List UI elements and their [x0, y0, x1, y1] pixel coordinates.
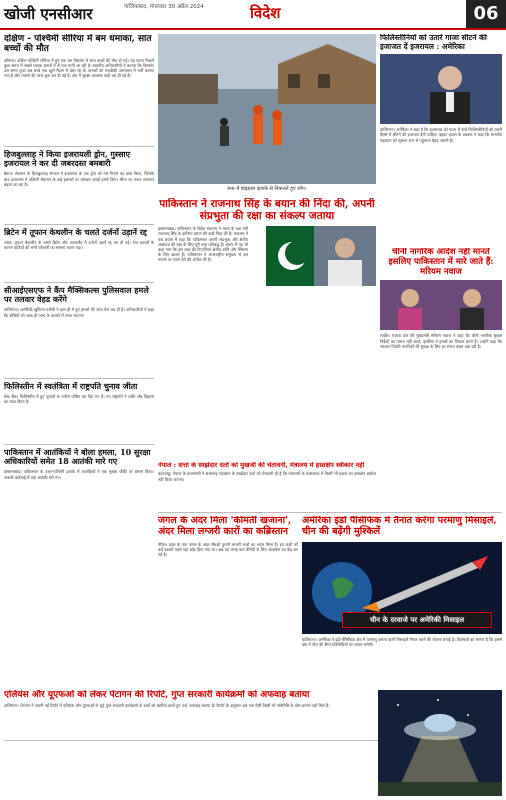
story-body: इस्लामाबाद। पाकिस्तान के उत्तर-पश्चिमी इलाके में आतंकियों ने एक सुरक्षा चौकी पर हमला किया। जवाबी कार्रवाई में कई आतंकी मारे गए। [4, 469, 154, 480]
divider [4, 282, 154, 283]
headline: फिलिस्तीन में स्वतंत्रिता में राष्ट्रपति चुनाव जीता [4, 382, 138, 391]
story-cia [4, 286, 154, 376]
story-biden [380, 34, 502, 244]
newspaper-brand: खोजी एनसीआर [4, 5, 93, 23]
story-body: दमिश्क। दक्षिण-पश्चिमी सीरिया में हुए एक बम विस्फोट में सात बच्चों की मौत हो गई। यह घटना पिछले कुछ समय में सबसे घातक हमलों में से एक मानी जा रही है। स्थानीय अधिकारियों ने बताया कि विस्फोट उस समय हुआ जब बच्चे एक खुले मैदान में खेल रहे थे। घायलों को नजदीकी अस्पताल में भर्ती कराया गया है और मामले की जांच शुरू कर दी गई है। क्षेत्र में सुरक्षा व्यवस्था कड़ी कर दी गई है। [4, 57, 154, 79]
story-us-missile [302, 516, 502, 676]
divider [4, 378, 154, 379]
alien-photo [378, 690, 502, 796]
divider [4, 444, 154, 445]
headline: नेपाल : सत्ता के साझेदार दलों को मुखर्जी की चेतावनी, मंत्रालय में हस्तक्षेप स्वीकार नहीं [158, 462, 365, 469]
dateline: गाजियाबाद, मंगलवार 30 अप्रैल 2024 [124, 4, 204, 10]
headline: पाकिस्तान ने राजनाथ सिंह के बयान की निंदा की, अपनी संप्रभुता की रक्षा का संकल्प जताया [159, 198, 375, 223]
missile-banner-text: चीन के दरवाजे पर अमेरिकी मिसाइल [369, 614, 465, 624]
story-china [380, 248, 502, 508]
story-body: बेरूत। लेबनान के हिजबुल्लाह संगठन ने इजरायल के एक ड्रोन को मार गिराने का दावा किया, जिसके बाद इजरायल ने दक्षिणी लेबनान के कई इलाकों पर जोरदार हवाई हमले किए। सीमा पर तनाव लगातार बढ़ता जा रहा है। [4, 171, 154, 187]
story-body: वाशिंगटन। पेंटागन ने अपनी नई रिपोर्ट में एलियंस और यूएफओ से जुड़े गुप्त सरकारी कार्यक्रमों के दावों को खारिज करते हुए उन्हें अफवाह बताया है। रिपोर्ट के अनुसार अब तक ऐसी किसी भी गतिविधि के ठोस प्रमाण नहीं मिले हैं। [4, 703, 330, 709]
story-body: काठमांडू। नेपाल के प्रधानमंत्री ने सत्तारूढ़ गठबंधन के साझेदार दलों को चेतावनी दी है कि मंत्रालयों के कामकाज में किसी भी प्रकार का हस्तक्षेप बर्दाश्त नहीं किया जाएगा। [158, 471, 376, 482]
flag-image [252, 226, 376, 286]
story-palestine [4, 382, 154, 442]
divider [4, 146, 154, 147]
story-aliens [4, 690, 374, 796]
story-body: पेरिस। फ्रांस के एक जंगल के अंदर सैकड़ों पुरानी लग्जरी कारों का भंडार मिला है। इन कारों को कई दशकों पहले यहां छोड़ दिया गया था। अब यह जगह कार प्रेमियों के लिए आकर्षण का केंद्र बन गई है। [158, 541, 298, 558]
person-image [380, 54, 502, 124]
flood-scene-image [158, 34, 376, 184]
story-britain [4, 228, 154, 280]
section-title: विदेश [250, 4, 281, 22]
mariyam-photo [380, 280, 502, 330]
story-pakistan-attack [4, 448, 154, 528]
story-body: वाशिंगटन। अमेरिका ने कहा है कि इजरायल को गाजा में फंसे फिलिस्तीनियों को उत्तरी हिस्से में लौटने की इजाजत देनी चाहिए। व्हाइट हाउस के प्रवक्ता ने कहा कि मानवीय सहायता को सुचारू रूप से पहुंचाना बेहद जरूरी है। [380, 127, 502, 143]
story-body: लंदन। तूफान केथलीन के चलते ब्रिटेन और आयरलैंड में दर्जनों उड़ानें रद्द कर दी गईं। तेज हवाओं के कारण यात्रियों को भारी परेशानी का सामना करना पड़ा। [4, 240, 154, 251]
pakistan-flag-photo [252, 226, 376, 286]
story-korea [4, 34, 154, 144]
story-body: वाशिंगटन। अमेरिका ने इंडो-पैसिफिक क्षेत्र में परमाणु क्षमता वाली मिसाइलें तैनात करने की योजना बनाई है। विशेषज्ञों का मानना है कि इससे क्षेत्र में चीन की सैन्य गतिविधियों पर लगाम लगेगी। [302, 636, 502, 648]
ufo-image [378, 690, 502, 796]
story-body: लाहौर। पंजाब प्रांत की मुख्यमंत्री मरियम नवाज ने कहा कि चीनी नागरिक सुरक्षा निर्देशों का पालन नहीं करते, इसलिए वे हमलों का शिकार बनते हैं। उन्होंने कहा कि सरकार विदेशी नागरिकों की सुरक्षा के लिए हर संभव कदम उठा रही है। [380, 333, 502, 349]
page-number: 06 [466, 0, 506, 28]
headline: चीनी नागरिक आदेश नहीं मानते इसलिए पाकिस्तान में मारे जाते हैं: मरियम नवाज [388, 248, 494, 277]
missile-photo [302, 542, 502, 634]
story-body: वेस्ट बैंक। फिलिस्तीन में हुए चुनावों के नतीजे घोषित कर दिए गए हैं। नए राष्ट्रपति ने शांति और विकास का वादा किया है। [4, 394, 154, 405]
divider [158, 512, 502, 513]
headline: दक्षिण - पश्चिमी सीरिया में बम धमाका, सात बच्चों की मौत [4, 34, 152, 55]
headline: एलियंस और यूएफओ को लेकर पेंटागन की रिपोर्ट, गुप्त सरकारी कार्यक्रमों को अफवाह बताया [4, 690, 310, 700]
headline: ब्रिटेन में तूफान केथलीन के चलते दर्जनों उड़ानें रद्द [4, 228, 147, 237]
flood-photo [158, 34, 376, 184]
story-hezbollah [4, 150, 154, 222]
headline: हिजबुल्लाह ने किया इजरायली ड्रोन, गुस्साए इजरायल ने कर दी जबरदस्त बमबारी [4, 150, 130, 169]
headline: जंगल के अंदर मिला 'कीमती खजाना', अंदर मिला लग्जरी कारों का कब्रिस्तान [158, 516, 292, 537]
headline: सीआईएसएफ ने कैंप मैक्सिकल्स पुलिसवाल हमले पर तलवार वेहड करेंगे [4, 286, 149, 305]
story-body: इस्लामाबाद। पाकिस्तान के विदेश मंत्रालय ने भारत के रक्षा मंत्री राजनाथ सिंह के हालिया बयान की कड़ी निंदा की है। मंत्रालय ने एक बयान में कहा कि पाकिस्तान अपनी संप्रभुता और क्षेत्रीय अखंडता की रक्षा के लिए पूरी तरह प्रतिबद्ध है। बयान में यह भी कहा गया कि इस तरह की टिप्पणियां क्षेत्रीय शांति और स्थिरता के लिए खतरा हैं। पाकिस्तान ने अंतरराष्ट्रीय समुदाय से इस मामले पर ध्यान देने की अपील की है। [158, 226, 248, 263]
headline: पाकिस्तान में आतंकियों ने बोला हमला, 10 सुरक्षा अधिकारियों समेत 18 आतंकी मारे गए [4, 448, 151, 467]
person-image [380, 280, 502, 330]
masthead [0, 0, 506, 30]
story-body: वाशिंगटन। अमेरिकी खुफिया एजेंसी ने हाल ही में हुए हमलों की जांच तेज कर दी है। अधिकारियों ने कहा कि दोषियों को जल्द ही न्याय के कटघरे में लाया जाएगा। [4, 307, 154, 318]
biden-photo [380, 54, 502, 124]
missile-banner [342, 612, 492, 628]
headline: फिलिस्तीनियों को उतारे गाजा सीटने की इजाजत दें इजरायल : अमेरिका [380, 34, 487, 51]
divider [4, 224, 154, 225]
story-rajnath [158, 198, 376, 458]
headline: अमेरिका इंडो पैसिफिक में तैनात करेगा परमाणु मिसाइलें, चीन की बढ़ेंगी मुश्किलें [302, 516, 497, 537]
story-nepal [158, 462, 376, 510]
flood-caption: रूस में बाढ़ग्रस्त इलाके से निकलते हुए लोग। [227, 186, 307, 192]
